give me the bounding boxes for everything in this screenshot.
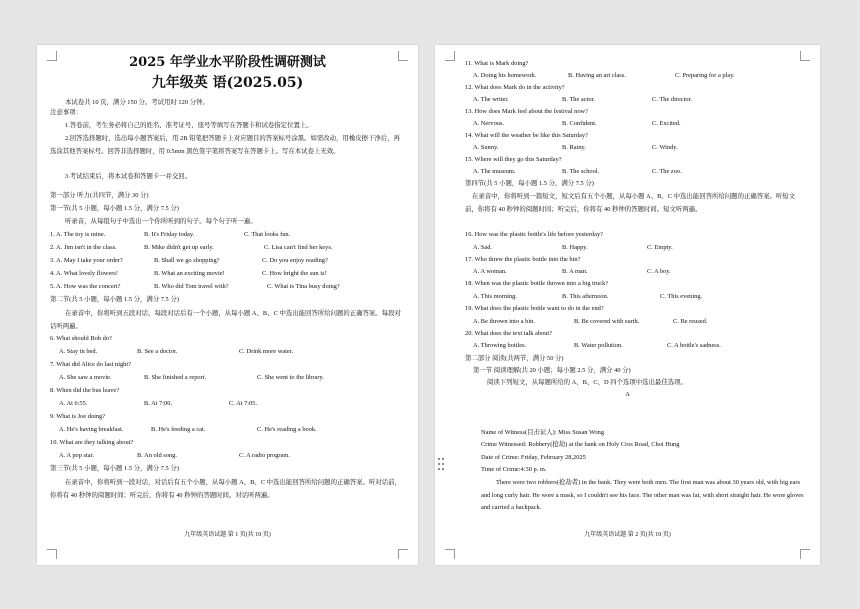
question-stem: 14. What will the weather be like this Saturday?: [465, 132, 588, 139]
section1-instruction: 听录音，从每组句子中选出一个你所听到的句子。每个句子听一遍。: [65, 218, 257, 225]
option-a: A. At 6:55.: [59, 400, 88, 407]
exam-page-1: [37, 45, 418, 565]
option-a: A. Stay in bed.: [59, 348, 98, 355]
question-row: [50, 230, 105, 239]
option-a: A. Doing his homework.: [473, 72, 537, 79]
option-b: B. Confident.: [562, 120, 597, 127]
exam-page-2: [435, 45, 820, 565]
crop-mark: [445, 549, 455, 559]
option-b: B. An old song.: [137, 452, 177, 459]
notice-1: 1.答卷前，考生务必将自己的姓名、准考证号、座号等填写在答题卡和试卷指定位置上。: [65, 122, 313, 129]
option-b: B. Having an art class.: [568, 72, 626, 79]
question-stem: 18. When was the plastic bottle thrown into a big truck?: [465, 280, 609, 287]
crime-line: Crime Witnessed: Robbery(抢劫) at the bank on Holy Cros Road, Choi Hung: [481, 441, 680, 448]
question-stem: 12. What does Mark do in the activity?: [465, 84, 565, 91]
passage-paragraph: There were two robbers(抢劫者) in the bank. They were both men. The first man was about 30 years old, with big ears and long curly hair. He wore a mask, so I couldn't see his face. The other man was fat, with short straight hair. He wore gloves and carried a backpack.: [481, 479, 804, 511]
option-c: C. Excited.: [652, 120, 681, 127]
passage-letter: A: [625, 391, 630, 398]
section3-instruction: 在录音中，你将听到一段对话，对话后有五个小题，从每小题 A、B、C 中选出能回答所给问题的正确答案。听对话前，你将有 40 秒钟的阅题时间；听完后，你将有 40 秒钟的答题时间。对话听两遍。: [50, 479, 401, 499]
page-footer: 九年级英语试题 第 2 页(共 10 页): [584, 532, 671, 538]
option-c: C. How bright the sun is!: [262, 270, 327, 277]
option-b: B. Mike didn't get up early.: [144, 244, 214, 251]
part1-heading: 第一部分 听力(共四节，满分 30 分): [50, 192, 149, 199]
option-c: C. The zoo.: [652, 168, 682, 175]
option-b: B. See a doctor.: [137, 348, 178, 355]
option-c: C. He's reading a book.: [257, 426, 317, 433]
option-b: B. Shall we go shopping?: [154, 257, 220, 264]
notice-heading: 注意事项：: [50, 109, 82, 116]
option-b: B. He's feeding a cat.: [151, 426, 206, 433]
question-stem: 11. What is Mark doing?: [465, 60, 529, 67]
option-a: 5. A. How was the concert?: [50, 283, 121, 290]
option-b: B. Be covered with earth.: [574, 318, 640, 325]
option-a: 4. A. What lovely flowers!: [50, 270, 119, 277]
option-a: 2. A. Jim isn't in the class.: [50, 244, 117, 251]
option-a: A. Be thrown into a bin.: [473, 318, 535, 325]
option-c: C. A bottle's sadness.: [667, 342, 721, 349]
option-c: C. The director.: [652, 96, 692, 103]
crop-mark: [800, 549, 810, 559]
option-c: C. A radio program.: [239, 452, 290, 459]
section4-instruction: 在录音中，你将听到一篇短文，短文后有五个小题，从每小题 A、B、C 中选出能回答所给问题的正确答案。听短文前，你将有 40 秒钟的阅题时间；听完后，你将有 40 秒钟的答题时间。短文听两遍。: [465, 193, 796, 213]
question-stem: 16. How was the plastic bottle's life before yesterday?: [465, 231, 603, 238]
option-b: B. It's Friday today.: [144, 231, 195, 238]
option-b: B. What an exciting movie!: [154, 270, 225, 277]
option-c: C. Preparing for a play.: [675, 72, 735, 79]
option-a: A. Nervous.: [473, 120, 505, 127]
option-b: B. Water pollution.: [574, 342, 623, 349]
question-stem: 17. Who threw the plastic bottle into the bin?: [465, 256, 581, 263]
question-stem: 8. When did the bus leave?: [50, 387, 120, 394]
exam-subtitle: 九年级英 语(2025.05): [151, 75, 304, 91]
question-stem: 15. Where will they go this Saturday?: [465, 156, 562, 163]
part2-section1-heading: 第一节 阅读理解(共 20 小题；每小题 2.5 分，满分 40 分): [473, 367, 631, 374]
part2-instruction: 阅读下列短文，从每题所给的 A、B、C、D 四个选项中选出最佳选项。: [487, 379, 687, 386]
exam-intro: 本试卷共 10 页，满分 150 分。考试用时 120 分钟。: [65, 99, 209, 106]
option-c: C. Lisa can't find her keys.: [264, 244, 333, 251]
option-b: B. She finished a report.: [144, 374, 207, 381]
option-b: B. At 7:00.: [144, 400, 173, 407]
question-stem: 19. What does the plastic bottle want to do in the end?: [465, 305, 604, 312]
question-stem: 10. What are they talking about?: [50, 439, 134, 446]
option-c: C. Be reused.: [673, 318, 708, 325]
witness-line: Name of Witness(目击证人): Miss Susan Wong: [481, 429, 605, 436]
section2-heading: 第二节(共 5 小题，每小题 1.5 分，满分 7.5 分): [50, 296, 179, 303]
section3-heading: 第三节(共 5 小题，每小题 1.5 分，满分 7.5 分): [50, 465, 179, 472]
option-c: C. A boy.: [647, 268, 671, 275]
option-a: A. He's having breakfast.: [59, 426, 124, 433]
option-c: C. This evening.: [660, 293, 703, 300]
time-line: Time of Crime:4:30 p. m.: [481, 466, 547, 473]
drag-handle-icon[interactable]: [438, 458, 444, 470]
option-c: C. Do you enjoy reading?: [262, 257, 328, 264]
section4-heading: 第四节(共 5 小题，每小题 1.5 分，满分 7.5 分): [465, 180, 594, 187]
option-c: C. Empty.: [647, 244, 673, 251]
crop-mark: [398, 549, 408, 559]
notice-2: 2.回答选择题时，选出每小题答案后，用 2B 铅笔把答题卡上对应题目的答案标号涂黑。如需改动，用橡皮擦干净后，再选涂其他答案标号。回答非选择题时，用 0.5mm 黑色签字笔将答案写在答题卡上。写在本试卷上无效。: [50, 135, 400, 155]
option-a: 1. A. The toy is mine.: [50, 231, 106, 238]
option-a: A. She saw a movie.: [59, 374, 112, 381]
section2-instruction: 在录音中，你将听到五段对话，每段对话后有一个小题，从每小题 A、B、C 中选出能回答所给问题的正确答案。每段对话听两遍。: [50, 310, 401, 330]
option-b: B. Rainy.: [562, 144, 586, 151]
option-c: C. Windy.: [652, 144, 678, 151]
option-a: A. This morning.: [473, 293, 517, 300]
question-stem: 20. What does the text talk about?: [465, 330, 553, 337]
option-b: B. The actor.: [562, 96, 595, 103]
option-c: C. At 7:05.: [229, 400, 258, 407]
crop-mark: [800, 51, 810, 61]
option-a: A. The writer.: [473, 96, 509, 103]
option-a: A. Sunny.: [473, 144, 499, 151]
option-b: B. Happy.: [562, 244, 588, 251]
date-line: Date of Crime: Friday, February 28,2025: [481, 454, 586, 461]
question-stem: 6. What should Bob do?: [50, 335, 112, 342]
crop-mark: [445, 51, 455, 61]
part2-heading: 第二部分 阅读(共两节，满分 50 分): [465, 355, 564, 362]
option-b: B. This afternoon.: [562, 293, 609, 300]
option-c: C. What is Tina busy doing?: [267, 283, 340, 290]
option-b: B. A man.: [562, 268, 588, 275]
option-c: C. Drink more water.: [239, 348, 294, 355]
section1-heading: 第一节(共 5 小题，每小题 1.5 分，满分 7.5 分): [50, 205, 179, 212]
option-a: A. Throwing bottles.: [473, 342, 527, 349]
exam-title: 2025 年学业水平阶段性调研测试: [129, 55, 326, 70]
option-c: C. She went to the library.: [257, 374, 324, 381]
option-a: A. A pop star.: [59, 452, 94, 459]
question-stem: 9. What is Joe doing?: [50, 413, 106, 420]
crop-mark: [47, 549, 57, 559]
page-footer: 九年级英语试题 第 1 页(共 10 页): [184, 532, 271, 538]
notice-3: 3.考试结束后，将本试卷和答题卡一并交回。: [65, 173, 192, 180]
option-c: C. That looks fun.: [244, 231, 291, 238]
question-stem: 13. How does Mark feel about the festival now?: [465, 108, 588, 115]
option-a: A. The museum.: [473, 168, 516, 175]
option-a: 3. A. May I take your order?: [50, 257, 123, 264]
option-a: A. Sad.: [473, 244, 492, 251]
option-b: B. Who did Tom travel with?: [154, 283, 229, 290]
question-stem: 7. What did Alice do last night?: [50, 361, 131, 368]
option-b: B. The school.: [562, 168, 600, 175]
option-a: A. A woman.: [473, 268, 507, 275]
